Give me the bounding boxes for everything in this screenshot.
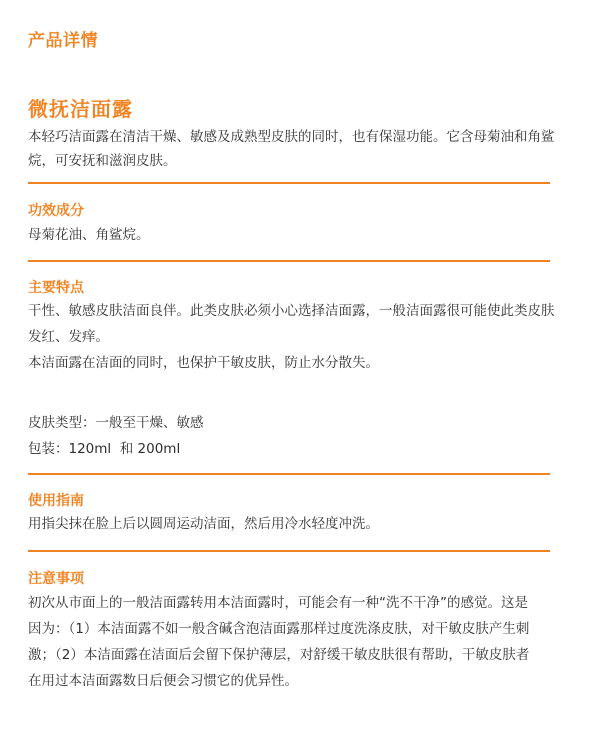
features-body [28,298,558,376]
product-intro: 本轻巧洁面露在清洁干燥、敏感及成熟型皮肤的同时，也有保湿功能。它含母菊油和角鲨烷，可安抚和滋润皮肤。 [28,129,555,169]
notes-text: 初次从市面上的一般洁面露转用本洁面露时，可能会有一种“洗不干净”的感觉。这是因为：（1）本洁面露不如一般含碱含泡洁面露那样过度洗涤皮肤，对干敏皮肤产生刺激；（2）本洁面露在洁面后会留下保护薄层，对舒缓干敏皮肤很有帮助，干敏皮肤者在用过本洁面露数日后便会习惯它的优异性。 [28,595,530,689]
section-divider [28,260,550,262]
features-paragraph: 本洁面露在洁面的同时，也保护干敏皮肤，防止水分散失。 [28,355,379,371]
notes-title: 注意事项 [28,571,84,587]
features-title: 主要特点 [28,280,84,296]
packaging: 包装：120ml 和 200ml [28,441,181,457]
product-name: 微抚洁面露 [28,97,133,121]
ingredients-text: 母菊花油、角鲨烷。 [28,227,150,243]
product-specs [28,410,558,462]
usage-text: 用指尖抹在脸上后以圆周运动洁面，然后用冷水轻度冲洗。 [28,516,379,532]
ingredients-title: 功效成分 [28,203,84,219]
usage-title: 使用指南 [28,493,84,509]
section-divider [28,473,550,475]
section-divider [28,182,550,184]
skin-type: 皮肤类型：一般至干燥、敏感 [28,415,204,431]
features-paragraph: 干性、敏感皮肤洁面良伴。此类皮肤必须小心选择洁面露，一般洁面露很可能使此类皮肤发红、发痒。 [28,303,555,345]
section-divider [28,550,550,552]
page-title: 产品详情 [28,31,98,51]
